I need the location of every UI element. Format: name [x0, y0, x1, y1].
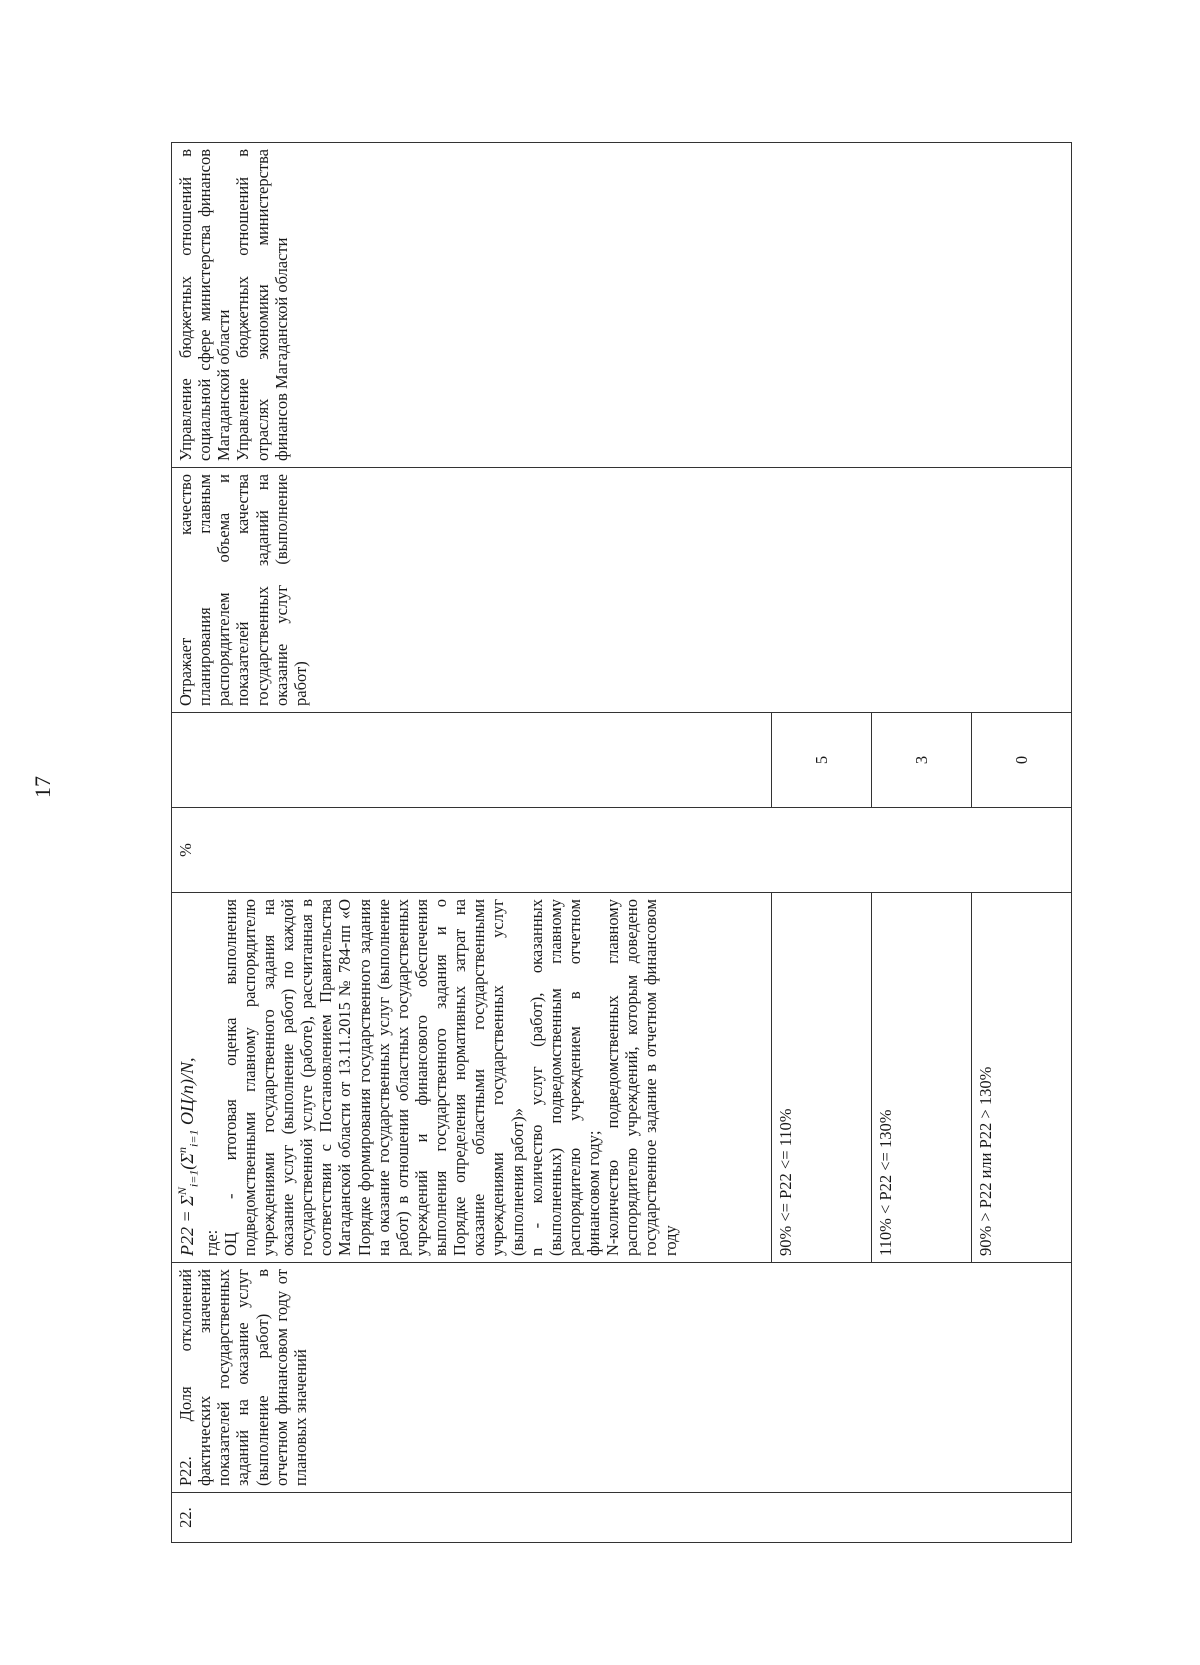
description-continuation	[772, 468, 872, 713]
formula-desc-n: n - количество услуг (работ), оказанных (выполненных) подведомственным главному распорядителю учреждением в отчетном финансовом году;	[526, 899, 603, 1256]
formula-sub: i=1	[186, 1169, 201, 1188]
row-number: 22.	[172, 1493, 1072, 1543]
responsible-2: Управление бюджетных отношений в отраслях экономики министерства финансов Магаданской области	[233, 149, 291, 461]
formula-desc-bign: N-количество подведомственных главному распорядителю учреждений, которым доведено государственное задание в отчетном финансовом году	[603, 899, 680, 1256]
score-header-cell	[172, 713, 772, 808]
criteria-table	[171, 142, 1072, 1543]
formula	[176, 899, 202, 1256]
indicator-name: Р22. Доля отклонений фактических значений показателей государственных заданий на оказание услуг (выполнение работ) в отчетном финансовом году от плановых значений	[172, 1263, 1072, 1493]
table-row	[172, 143, 772, 1543]
score-cell: 3	[872, 713, 972, 808]
formula-where: где:	[201, 1229, 221, 1256]
formula-sub-2: i=1	[186, 1129, 201, 1147]
description-cell: Отражает качество планирования главным распорядителем объема и показателей качества государственных заданий на оказание услуг (выполнение работ)	[172, 468, 772, 713]
formula-lead: Р22 =	[177, 1205, 197, 1256]
formula-mid: (Σ	[177, 1152, 197, 1170]
unit-cell: %	[172, 808, 1072, 893]
condition-cell: 90% <= Р22 <= 110%	[772, 893, 872, 1263]
score-cell: 5	[772, 713, 872, 808]
formula-sum-symbol: Σ	[177, 1195, 197, 1206]
formula-sup: N	[175, 1187, 189, 1196]
formula-tail: ОЦ/n)/N,	[177, 1057, 197, 1130]
condition-cell: 90% > Р22 или Р22 > 130%	[972, 893, 1072, 1263]
rotated-table-container	[171, 143, 1071, 1543]
formula-cell	[172, 893, 772, 1263]
formula-desc-oc: ОЦ - итоговая оценка выполнения подведомственными главному распорядителю учреждениями государственного задания на оказание услуг (выполнение работ) по каждой государственной услуге (работе), рассчитанная в соответствии с Постановлением Правительства Магаданской области от 13.11.2015 № 784-пп «О Порядке формирования государственного задания на оказание государственных услуг (выполнение работ) в отношении областных государственных учреждений и финансового обеспечения выполнения государственного задания и о Порядке определения нормативных затрат на оказание областными государственными учреждениями государственных услуг (выполнения работ)»	[220, 899, 527, 1256]
responsible-1: Управление бюджетных отношений в социальной сфере министерства финансов Магаданской области	[176, 149, 234, 461]
description-continuation	[872, 468, 972, 713]
condition-cell: 110% < Р22 <= 130%	[872, 893, 972, 1263]
responsible-cell	[172, 143, 1072, 468]
score-cell: 0	[972, 713, 1072, 808]
page-number: 17	[30, 776, 55, 798]
description-continuation	[972, 468, 1072, 713]
formula-sup-n: n	[175, 1146, 189, 1153]
